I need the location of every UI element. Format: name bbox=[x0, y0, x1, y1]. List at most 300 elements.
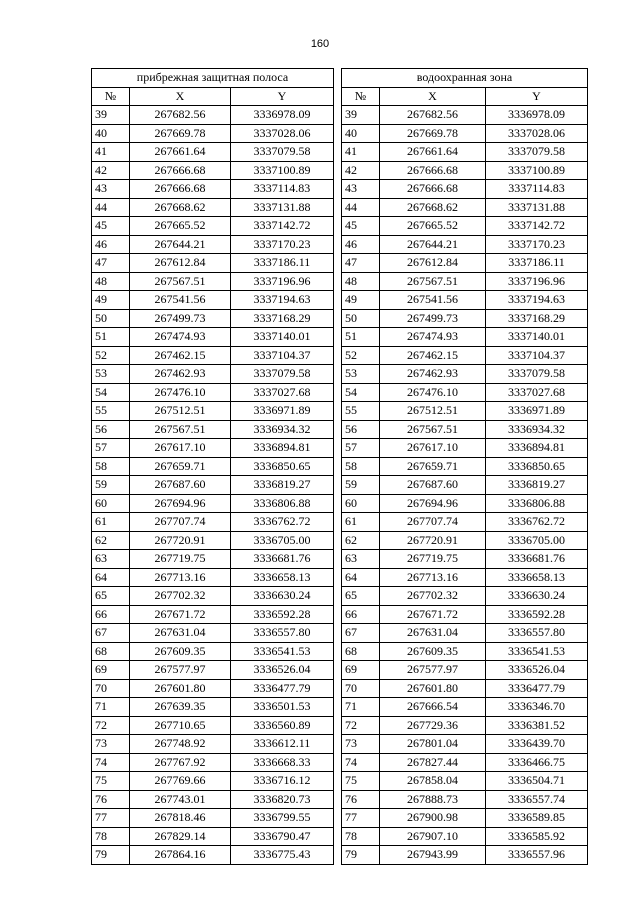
coord-x: 267659.71 bbox=[380, 457, 486, 476]
coord-y: 3337100.89 bbox=[231, 161, 334, 180]
point-number: 43 bbox=[92, 180, 130, 199]
table-row bbox=[92, 753, 334, 772]
coord-x: 267474.93 bbox=[380, 328, 486, 347]
table-row bbox=[92, 457, 334, 476]
coord-x: 267801.04 bbox=[380, 735, 486, 754]
coord-x: 267713.16 bbox=[380, 568, 486, 587]
header-number: № bbox=[92, 87, 130, 106]
point-number: 64 bbox=[342, 568, 380, 587]
point-number: 72 bbox=[92, 716, 130, 735]
coord-x: 267682.56 bbox=[130, 106, 231, 125]
table-row bbox=[342, 291, 588, 310]
point-number: 69 bbox=[342, 661, 380, 680]
table-row bbox=[342, 346, 588, 365]
coord-x: 267631.04 bbox=[380, 624, 486, 643]
point-number: 45 bbox=[342, 217, 380, 236]
table-row bbox=[342, 439, 588, 458]
coord-x: 267601.80 bbox=[380, 679, 486, 698]
coord-x: 267748.92 bbox=[130, 735, 231, 754]
point-number: 50 bbox=[342, 309, 380, 328]
point-number: 71 bbox=[342, 698, 380, 717]
coord-x: 267671.72 bbox=[130, 605, 231, 624]
coord-y: 3336819.27 bbox=[486, 476, 588, 495]
point-number: 78 bbox=[342, 827, 380, 846]
point-number: 53 bbox=[342, 365, 380, 384]
coord-x: 267687.60 bbox=[380, 476, 486, 495]
point-number: 78 bbox=[92, 827, 130, 846]
coord-y: 3336630.24 bbox=[486, 587, 588, 606]
table-row bbox=[342, 365, 588, 384]
table-row bbox=[92, 217, 334, 236]
coord-y: 3336557.80 bbox=[231, 624, 334, 643]
point-number: 67 bbox=[92, 624, 130, 643]
page-number: 160 bbox=[310, 38, 330, 50]
point-number: 60 bbox=[92, 494, 130, 513]
table-title: прибрежная защитная полоса bbox=[92, 69, 334, 88]
table-header-row bbox=[342, 87, 588, 106]
table-row bbox=[92, 439, 334, 458]
coord-y: 3337196.96 bbox=[486, 272, 588, 291]
table-header-row bbox=[92, 87, 334, 106]
coord-x: 267707.74 bbox=[130, 513, 231, 532]
coord-x: 267707.74 bbox=[380, 513, 486, 532]
coord-y: 3337027.68 bbox=[231, 383, 334, 402]
coord-y: 3336585.92 bbox=[486, 827, 588, 846]
point-number: 75 bbox=[342, 772, 380, 791]
table-row bbox=[92, 420, 334, 439]
coord-y: 3336557.74 bbox=[486, 790, 588, 809]
coord-x: 267694.96 bbox=[380, 494, 486, 513]
point-number: 70 bbox=[92, 679, 130, 698]
point-number: 65 bbox=[92, 587, 130, 606]
point-number: 57 bbox=[342, 439, 380, 458]
point-number: 63 bbox=[92, 550, 130, 569]
point-number: 45 bbox=[92, 217, 130, 236]
coord-x: 267601.80 bbox=[130, 679, 231, 698]
table-row bbox=[92, 679, 334, 698]
coord-x: 267659.71 bbox=[130, 457, 231, 476]
point-number: 75 bbox=[92, 772, 130, 791]
coord-x: 267888.73 bbox=[380, 790, 486, 809]
coord-x: 267666.68 bbox=[380, 180, 486, 199]
coord-x: 267476.10 bbox=[130, 383, 231, 402]
table-row bbox=[92, 550, 334, 569]
coord-y: 3337131.88 bbox=[231, 198, 334, 217]
table-row bbox=[342, 605, 588, 624]
coord-y: 3336592.28 bbox=[231, 605, 334, 624]
coord-y: 3337114.83 bbox=[231, 180, 334, 199]
coord-x: 267567.51 bbox=[130, 272, 231, 291]
coord-y: 3337079.58 bbox=[486, 365, 588, 384]
point-number: 58 bbox=[342, 457, 380, 476]
table-row bbox=[92, 476, 334, 495]
table-row bbox=[92, 605, 334, 624]
coord-y: 3336894.81 bbox=[486, 439, 588, 458]
table-row bbox=[92, 106, 334, 125]
header-number: № bbox=[342, 87, 380, 106]
table-row bbox=[92, 383, 334, 402]
table-row bbox=[92, 402, 334, 421]
coord-y: 3337170.23 bbox=[486, 235, 588, 254]
coord-x: 267669.78 bbox=[130, 124, 231, 143]
coord-x: 267577.97 bbox=[130, 661, 231, 680]
coord-y: 3336681.76 bbox=[231, 550, 334, 569]
coord-y: 3336850.65 bbox=[486, 457, 588, 476]
table-row bbox=[92, 809, 334, 828]
point-number: 41 bbox=[342, 143, 380, 162]
point-number: 51 bbox=[92, 328, 130, 347]
coord-x: 267943.99 bbox=[380, 846, 486, 865]
table-row bbox=[92, 587, 334, 606]
coord-x: 267827.44 bbox=[380, 753, 486, 772]
coord-x: 267743.01 bbox=[130, 790, 231, 809]
coord-x: 267462.15 bbox=[130, 346, 231, 365]
point-number: 56 bbox=[342, 420, 380, 439]
coord-y: 3337186.11 bbox=[231, 254, 334, 273]
table-row bbox=[92, 661, 334, 680]
coord-x: 267713.16 bbox=[130, 568, 231, 587]
coord-x: 267900.98 bbox=[380, 809, 486, 828]
coord-y: 3336439.70 bbox=[486, 735, 588, 754]
point-number: 48 bbox=[92, 272, 130, 291]
table-row bbox=[342, 531, 588, 550]
table-row bbox=[342, 846, 588, 865]
header-x: X bbox=[380, 87, 486, 106]
coord-x: 267719.75 bbox=[130, 550, 231, 569]
point-number: 53 bbox=[92, 365, 130, 384]
coord-x: 267668.62 bbox=[130, 198, 231, 217]
coord-y: 3337100.89 bbox=[486, 161, 588, 180]
coord-x: 267644.21 bbox=[380, 235, 486, 254]
coord-y: 3336934.32 bbox=[231, 420, 334, 439]
point-number: 61 bbox=[92, 513, 130, 532]
table-row bbox=[92, 254, 334, 273]
coord-x: 267829.14 bbox=[130, 827, 231, 846]
table-row bbox=[92, 513, 334, 532]
point-number: 65 bbox=[342, 587, 380, 606]
table-row bbox=[342, 494, 588, 513]
coord-x: 267666.68 bbox=[130, 161, 231, 180]
coord-y: 3336504.71 bbox=[486, 772, 588, 791]
table-row bbox=[342, 143, 588, 162]
coord-y: 3337186.11 bbox=[486, 254, 588, 273]
table-title-row bbox=[342, 69, 588, 88]
coord-y: 3337027.68 bbox=[486, 383, 588, 402]
coord-x: 267609.35 bbox=[130, 642, 231, 661]
table-row bbox=[92, 735, 334, 754]
point-number: 73 bbox=[92, 735, 130, 754]
coord-y: 3337194.63 bbox=[231, 291, 334, 310]
coord-y: 3336557.80 bbox=[486, 624, 588, 643]
coord-y: 3337028.06 bbox=[231, 124, 334, 143]
point-number: 60 bbox=[342, 494, 380, 513]
coord-y: 3336762.72 bbox=[486, 513, 588, 532]
coord-x: 267612.84 bbox=[380, 254, 486, 273]
coord-x: 267907.10 bbox=[380, 827, 486, 846]
coord-x: 267769.66 bbox=[130, 772, 231, 791]
coord-x: 267512.51 bbox=[380, 402, 486, 421]
point-number: 68 bbox=[92, 642, 130, 661]
point-number: 59 bbox=[342, 476, 380, 495]
coord-x: 267567.51 bbox=[380, 272, 486, 291]
coord-x: 267644.21 bbox=[130, 235, 231, 254]
coord-x: 267666.54 bbox=[380, 698, 486, 717]
table-row bbox=[92, 272, 334, 291]
table-title: водоохранная зона bbox=[342, 69, 588, 88]
table-row bbox=[92, 198, 334, 217]
coord-x: 267639.35 bbox=[130, 698, 231, 717]
coord-x: 267710.65 bbox=[130, 716, 231, 735]
coord-y: 3336541.53 bbox=[486, 642, 588, 661]
point-number: 56 bbox=[92, 420, 130, 439]
table-row bbox=[342, 716, 588, 735]
coastal-protection-strip-table bbox=[91, 68, 334, 865]
table-title-row bbox=[92, 69, 334, 88]
table-row bbox=[92, 494, 334, 513]
coord-y: 3336526.04 bbox=[231, 661, 334, 680]
coord-y: 3336477.79 bbox=[231, 679, 334, 698]
coord-y: 3337170.23 bbox=[231, 235, 334, 254]
coord-x: 267661.64 bbox=[130, 143, 231, 162]
point-number: 44 bbox=[92, 198, 130, 217]
coord-y: 3337028.06 bbox=[486, 124, 588, 143]
coord-y: 3336716.12 bbox=[231, 772, 334, 791]
coord-y: 3336978.09 bbox=[231, 106, 334, 125]
table-row bbox=[342, 106, 588, 125]
table-row bbox=[92, 124, 334, 143]
table-body bbox=[342, 69, 588, 865]
point-number: 39 bbox=[92, 106, 130, 125]
header-x: X bbox=[130, 87, 231, 106]
point-number: 39 bbox=[342, 106, 380, 125]
table-row bbox=[342, 217, 588, 236]
coord-y: 3336346.70 bbox=[486, 698, 588, 717]
coord-y: 3336526.04 bbox=[486, 661, 588, 680]
point-number: 74 bbox=[92, 753, 130, 772]
coord-y: 3336705.00 bbox=[231, 531, 334, 550]
point-number: 68 bbox=[342, 642, 380, 661]
table-row bbox=[342, 568, 588, 587]
coord-x: 267665.52 bbox=[380, 217, 486, 236]
table-row bbox=[342, 457, 588, 476]
point-number: 40 bbox=[92, 124, 130, 143]
table-row bbox=[342, 753, 588, 772]
table-row bbox=[92, 642, 334, 661]
point-number: 46 bbox=[92, 235, 130, 254]
header-y: Y bbox=[231, 87, 334, 106]
coord-x: 267702.32 bbox=[130, 587, 231, 606]
point-number: 55 bbox=[92, 402, 130, 421]
point-number: 64 bbox=[92, 568, 130, 587]
point-number: 47 bbox=[92, 254, 130, 273]
coord-y: 3336630.24 bbox=[231, 587, 334, 606]
coord-y: 3336681.76 bbox=[486, 550, 588, 569]
table-row bbox=[92, 716, 334, 735]
table-row bbox=[92, 531, 334, 550]
table-row bbox=[342, 735, 588, 754]
coord-y: 3337079.58 bbox=[231, 143, 334, 162]
coord-x: 267719.75 bbox=[380, 550, 486, 569]
table-row bbox=[92, 827, 334, 846]
table-row bbox=[342, 587, 588, 606]
coord-y: 3336806.88 bbox=[486, 494, 588, 513]
coord-x: 267567.51 bbox=[130, 420, 231, 439]
coord-x: 267666.68 bbox=[130, 180, 231, 199]
point-number: 40 bbox=[342, 124, 380, 143]
table-row bbox=[92, 790, 334, 809]
coord-x: 267512.51 bbox=[130, 402, 231, 421]
table-row bbox=[92, 143, 334, 162]
table-row bbox=[92, 346, 334, 365]
table-row bbox=[342, 402, 588, 421]
point-number: 71 bbox=[92, 698, 130, 717]
coord-x: 267665.52 bbox=[130, 217, 231, 236]
coord-y: 3336668.33 bbox=[231, 753, 334, 772]
coord-y: 3336501.53 bbox=[231, 698, 334, 717]
coord-x: 267694.96 bbox=[130, 494, 231, 513]
point-number: 77 bbox=[92, 809, 130, 828]
coord-y: 3336806.88 bbox=[231, 494, 334, 513]
table-row bbox=[342, 309, 588, 328]
point-number: 66 bbox=[342, 605, 380, 624]
coord-x: 267682.56 bbox=[380, 106, 486, 125]
coord-y: 3337079.58 bbox=[231, 365, 334, 384]
point-number: 44 bbox=[342, 198, 380, 217]
point-number: 42 bbox=[342, 161, 380, 180]
point-number: 67 bbox=[342, 624, 380, 643]
table-row bbox=[92, 846, 334, 865]
table-row bbox=[342, 642, 588, 661]
table-row bbox=[92, 161, 334, 180]
table-row bbox=[342, 180, 588, 199]
table-row bbox=[342, 513, 588, 532]
point-number: 54 bbox=[92, 383, 130, 402]
point-number: 49 bbox=[342, 291, 380, 310]
coord-x: 267631.04 bbox=[130, 624, 231, 643]
table-row bbox=[342, 698, 588, 717]
point-number: 73 bbox=[342, 735, 380, 754]
point-number: 77 bbox=[342, 809, 380, 828]
table-row bbox=[92, 698, 334, 717]
point-number: 72 bbox=[342, 716, 380, 735]
coord-y: 3336971.89 bbox=[231, 402, 334, 421]
coord-y: 3336592.28 bbox=[486, 605, 588, 624]
coord-y: 3337140.01 bbox=[231, 328, 334, 347]
coord-x: 267617.10 bbox=[130, 439, 231, 458]
coord-x: 267702.32 bbox=[380, 587, 486, 606]
point-number: 58 bbox=[92, 457, 130, 476]
point-number: 49 bbox=[92, 291, 130, 310]
coord-y: 3337079.58 bbox=[486, 143, 588, 162]
coord-y: 3337196.96 bbox=[231, 272, 334, 291]
coord-x: 267668.62 bbox=[380, 198, 486, 217]
coord-y: 3336762.72 bbox=[231, 513, 334, 532]
coord-x: 267462.93 bbox=[130, 365, 231, 384]
table-row bbox=[342, 328, 588, 347]
coord-x: 267858.04 bbox=[380, 772, 486, 791]
point-number: 76 bbox=[92, 790, 130, 809]
coord-y: 3336790.47 bbox=[231, 827, 334, 846]
coord-x: 267818.46 bbox=[130, 809, 231, 828]
water-protection-zone-table bbox=[341, 68, 588, 865]
point-number: 54 bbox=[342, 383, 380, 402]
table-row bbox=[342, 772, 588, 791]
point-number: 48 bbox=[342, 272, 380, 291]
coord-y: 3336820.73 bbox=[231, 790, 334, 809]
coord-x: 267541.56 bbox=[130, 291, 231, 310]
coord-y: 3336971.89 bbox=[486, 402, 588, 421]
coord-x: 267609.35 bbox=[380, 642, 486, 661]
table-row bbox=[92, 180, 334, 199]
coord-x: 267499.73 bbox=[130, 309, 231, 328]
point-number: 42 bbox=[92, 161, 130, 180]
point-number: 51 bbox=[342, 328, 380, 347]
point-number: 74 bbox=[342, 753, 380, 772]
coord-x: 267666.68 bbox=[380, 161, 486, 180]
coord-x: 267577.97 bbox=[380, 661, 486, 680]
table-row bbox=[92, 772, 334, 791]
coord-x: 267567.51 bbox=[380, 420, 486, 439]
coord-y: 3337168.29 bbox=[486, 309, 588, 328]
coord-y: 3336775.43 bbox=[231, 846, 334, 865]
coord-y: 3336381.52 bbox=[486, 716, 588, 735]
point-number: 52 bbox=[342, 346, 380, 365]
table-row bbox=[342, 383, 588, 402]
point-number: 69 bbox=[92, 661, 130, 680]
coord-x: 267661.64 bbox=[380, 143, 486, 162]
point-number: 76 bbox=[342, 790, 380, 809]
coord-x: 267720.91 bbox=[380, 531, 486, 550]
table-row bbox=[342, 661, 588, 680]
point-number: 79 bbox=[92, 846, 130, 865]
coord-x: 267671.72 bbox=[380, 605, 486, 624]
coord-y: 3336560.89 bbox=[231, 716, 334, 735]
point-number: 62 bbox=[92, 531, 130, 550]
coord-y: 3336799.55 bbox=[231, 809, 334, 828]
point-number: 47 bbox=[342, 254, 380, 273]
point-number: 63 bbox=[342, 550, 380, 569]
coord-y: 3337142.72 bbox=[231, 217, 334, 236]
coord-x: 267499.73 bbox=[380, 309, 486, 328]
coord-y: 3336612.11 bbox=[231, 735, 334, 754]
coord-y: 3336557.96 bbox=[486, 846, 588, 865]
point-number: 70 bbox=[342, 679, 380, 698]
table-row bbox=[342, 420, 588, 439]
table-row bbox=[342, 550, 588, 569]
point-number: 57 bbox=[92, 439, 130, 458]
table-row bbox=[342, 124, 588, 143]
point-number: 41 bbox=[92, 143, 130, 162]
point-number: 43 bbox=[342, 180, 380, 199]
coord-x: 267729.36 bbox=[380, 716, 486, 735]
coord-y: 3336541.53 bbox=[231, 642, 334, 661]
coord-x: 267617.10 bbox=[380, 439, 486, 458]
coord-y: 3336934.32 bbox=[486, 420, 588, 439]
coord-y: 3336477.79 bbox=[486, 679, 588, 698]
coord-y: 3336978.09 bbox=[486, 106, 588, 125]
coord-x: 267474.93 bbox=[130, 328, 231, 347]
table-row bbox=[92, 235, 334, 254]
coord-y: 3337168.29 bbox=[231, 309, 334, 328]
table-row bbox=[342, 679, 588, 698]
coord-y: 3336658.13 bbox=[231, 568, 334, 587]
table-row bbox=[342, 476, 588, 495]
table-row bbox=[92, 365, 334, 384]
point-number: 46 bbox=[342, 235, 380, 254]
coord-y: 3337142.72 bbox=[486, 217, 588, 236]
coord-x: 267687.60 bbox=[130, 476, 231, 495]
coord-x: 267462.15 bbox=[380, 346, 486, 365]
